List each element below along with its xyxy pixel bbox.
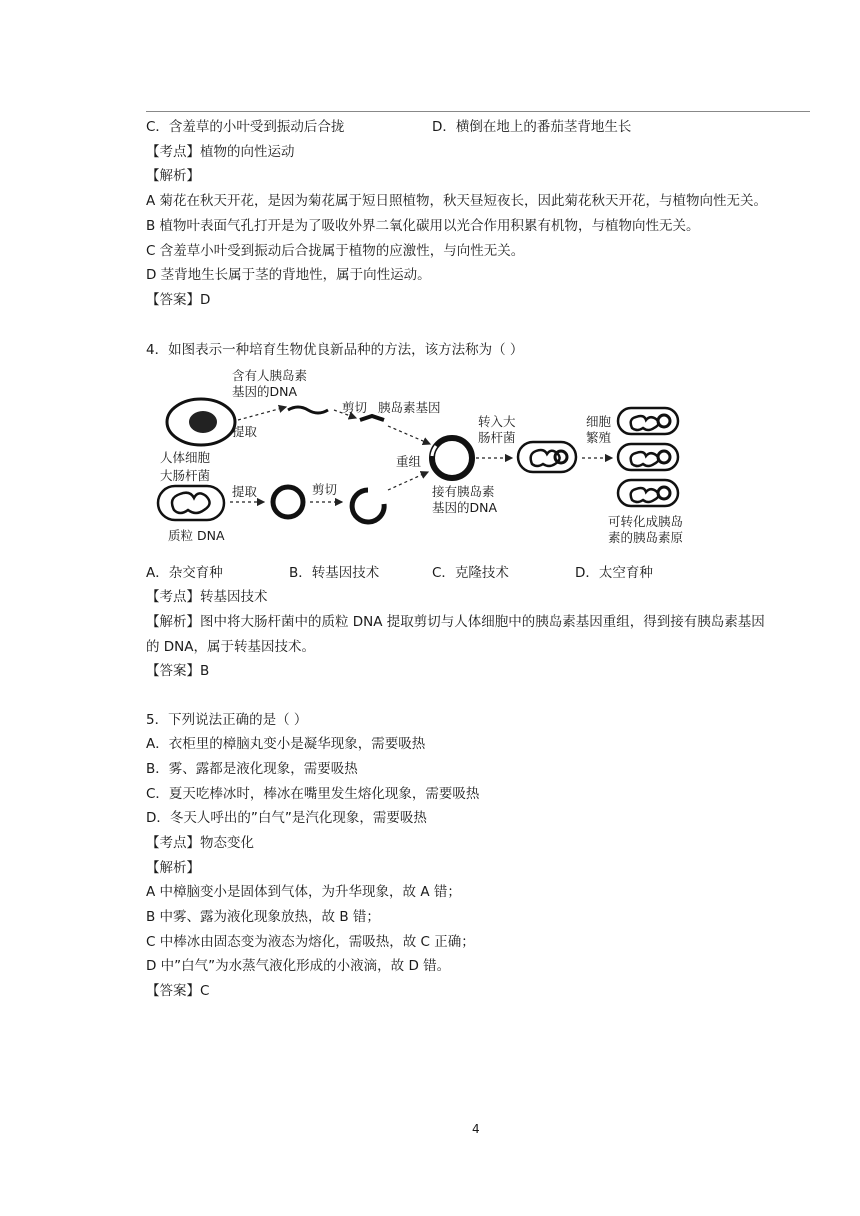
- label-dna-line1: 含有人胰岛素: [232, 368, 308, 383]
- label-insulin-gene: 胰岛素基因: [378, 400, 441, 415]
- label-cut-2: 剪切: [312, 482, 338, 497]
- header-rule: [146, 111, 810, 112]
- q3-jiexi-line: A 菊花在秋天开花，是因为菊花属于短日照植物，秋天昼短夜长，因此菊花秋天开花，与植物向性无关。: [146, 193, 768, 209]
- transformed-ecoli-icon: [518, 442, 576, 472]
- human-cell-icon: [167, 399, 235, 445]
- label-ecoli: 大肠杆菌: [160, 468, 211, 483]
- arrow-plasmid-to-recombine: [388, 472, 428, 490]
- offspring-ecoli-icon: [618, 480, 678, 506]
- q5-jiexi-label: 【解析】: [146, 860, 200, 876]
- label-extract-2: 提取: [232, 484, 258, 499]
- q4-options: [146, 563, 653, 583]
- q5-jiexi-line: B 中雾、露为液化现象放热，故 B 错；: [146, 909, 380, 925]
- q5-option-b: B．雾、露都是液化现象，需要吸热: [146, 761, 358, 777]
- label-result-line1: 可转化成胰岛: [608, 514, 684, 529]
- offspring-ecoli-icon: [618, 444, 678, 470]
- q4-option-d: D．太空育种: [575, 565, 653, 581]
- recombinant-dna-icon: [432, 438, 472, 478]
- q5-option-c: C．夏天吃棒冰时，棒冰在嘴里发生熔化现象，需要吸热: [146, 786, 480, 802]
- label-transfer-line1: 转入大: [478, 414, 516, 429]
- gene-engineering-diagram: [146, 362, 706, 554]
- q3-jiexi-label: 【解析】: [146, 168, 200, 184]
- q4-jiexi-line2: 的 DNA，属于转基因技术。: [146, 639, 316, 655]
- q5-jiexi-line: D 中”白气”为水蒸气液化形成的小液滴，故 D 错。: [146, 958, 451, 974]
- q5-jiexi-line: C 中棒冰由固态变为液态为熔化，需吸热，故 C 正确；: [146, 934, 475, 950]
- q5-stem: 5．下列说法正确的是（ ）: [146, 712, 308, 728]
- q4-kaodian: 【考点】转基因技术: [146, 589, 268, 605]
- label-recomb-line1: 接有胰岛素: [432, 484, 495, 499]
- dna-strand-icon: [288, 407, 328, 413]
- arrow-gene-to-recombine: [388, 426, 430, 444]
- label-reproduce-line1: 细胞: [586, 414, 612, 429]
- label-recomb-line2: 基因的DNA: [432, 500, 498, 515]
- label-plasmid: 质粒 DNA: [168, 528, 225, 543]
- insulin-gene-icon: [360, 416, 384, 420]
- label-human-cell: 人体细胞: [160, 450, 211, 465]
- label-transfer-line2: 肠杆菌: [478, 430, 516, 445]
- label-cut-1: 剪切: [342, 400, 368, 415]
- q3-answer: 【答案】D: [146, 292, 211, 308]
- q3-option-d: D．横倒在地上的番茄茎背地生长: [432, 119, 632, 135]
- ecoli-icon: [158, 486, 224, 520]
- q4-option-b: B．转基因技术: [289, 565, 380, 581]
- q3-kaodian: 【考点】植物的向性运动: [146, 144, 295, 160]
- cut-plasmid-icon: [352, 490, 384, 522]
- q5-jiexi-line: A 中樟脑变小是固体到气体，为升华现象，故 A 错；: [146, 884, 461, 900]
- q4-option-c: C．克隆技术: [432, 565, 509, 581]
- label-extract-1: 提取: [232, 424, 258, 439]
- q3-jiexi-line: B 植物叶表面气孔打开是为了吸收外界二氧化碳用以光合作用积累有机物，与植物向性无关。: [146, 218, 700, 234]
- q5-answer: 【答案】C: [146, 983, 210, 999]
- q3-jiexi-line: D 茎背地生长属于茎的背地性，属于向性运动。: [146, 267, 431, 283]
- q4-jiexi-line1: 【解析】图中将大肠杆菌中的质粒 DNA 提取剪切与人体细胞中的胰岛素基因重组，得到接有胰岛素基因: [146, 614, 765, 630]
- label-result-line2: 素的胰岛素原: [608, 530, 684, 545]
- q5-option-a: A．衣柜里的樟脑丸变小是凝华现象，需要吸热: [146, 736, 426, 752]
- q3-option-c: C．含羞草的小叶受到振动后合拢: [146, 119, 345, 135]
- label-dna-line2: 基因的DNA: [232, 384, 298, 399]
- q3-jiexi-line: C 含羞草小叶受到振动后合拢属于植物的应激性，与向性无关。: [146, 243, 525, 259]
- label-reproduce-line2: 繁殖: [586, 430, 612, 445]
- label-recombine: 重组: [396, 454, 422, 469]
- arrow-extract-1: [238, 407, 286, 420]
- page-number: 4: [472, 1122, 480, 1136]
- q4-stem: 4．如图表示一种培育生物优良新品种的方法，该方法称为（ ）: [146, 342, 524, 358]
- q5-option-d: D．冬天人呼出的”白气”是汽化现象，需要吸热: [146, 810, 427, 826]
- offspring-ecoli-icon: [618, 408, 678, 434]
- q4-answer: 【答案】B: [146, 663, 210, 679]
- q4-option-a: A．杂交育种: [146, 565, 223, 581]
- plasmid-icon: [273, 487, 303, 517]
- q5-kaodian: 【考点】物态变化: [146, 835, 254, 851]
